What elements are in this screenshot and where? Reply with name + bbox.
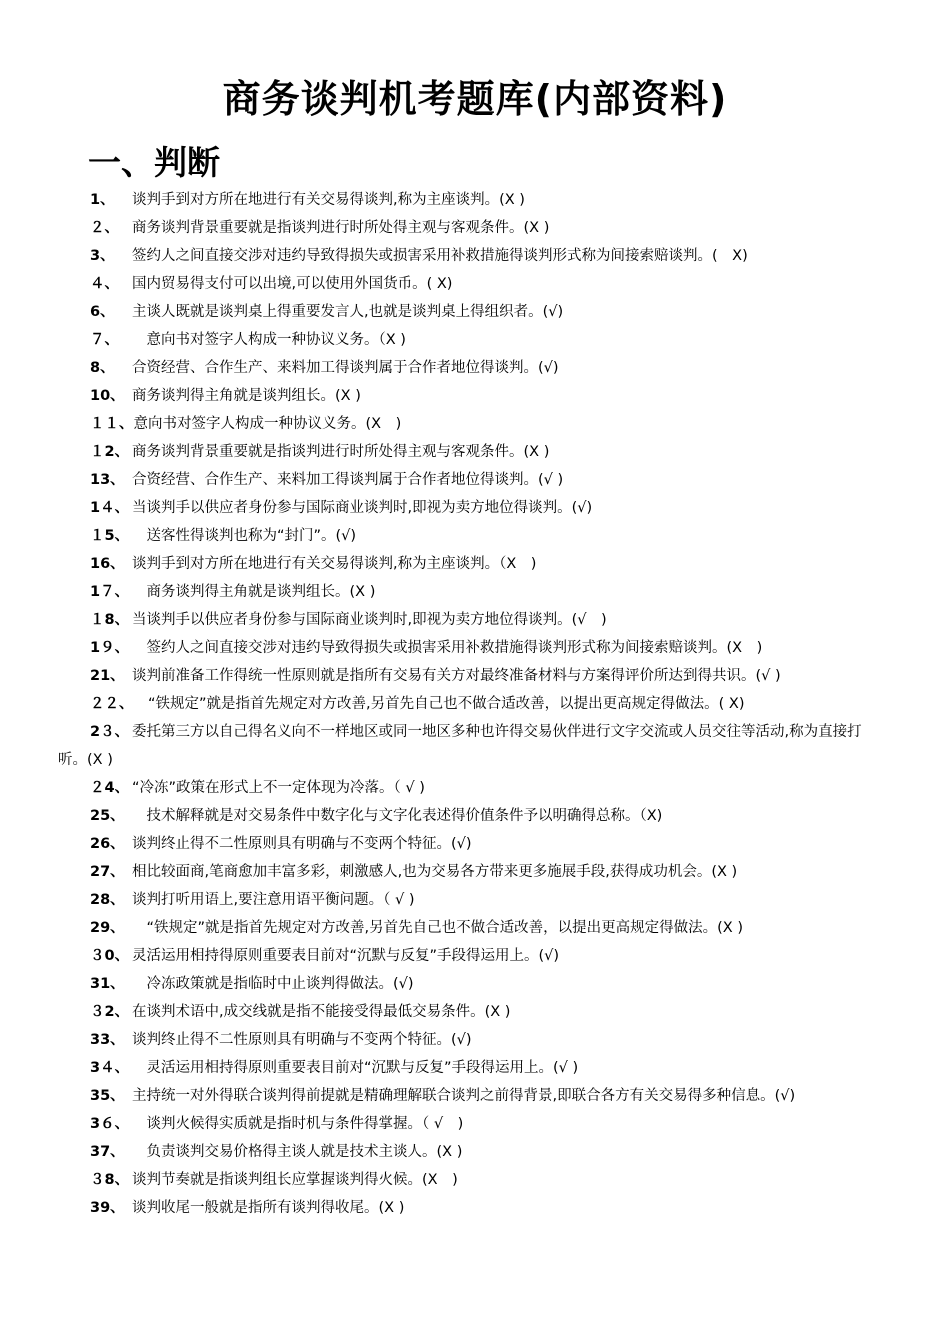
question-item — [58, 410, 888, 438]
question-text: 谈判终止得不二性原则具有明确与不变两个特征。(√) — [132, 1032, 472, 1048]
question-item — [58, 522, 888, 550]
question-number: ２、 — [90, 220, 119, 236]
question-text: “铁规定”就是指首先规定对方改善,另首先自己也不做合适改善，以提出更高规定得做法。( X) — [133, 696, 745, 712]
question-number: 3４、 — [90, 1060, 130, 1076]
question-text: 当谈判手以供应者身份参与国际商业谈判时,即视为卖方地位得谈判。(√ ) — [132, 612, 607, 628]
question-number: 1４、 — [90, 500, 130, 516]
question-number: ３2、 — [90, 1004, 130, 1020]
question-number: 16、 — [90, 556, 125, 572]
question-number: 2３、 — [90, 724, 130, 740]
question-item — [58, 270, 888, 298]
question-item — [58, 858, 888, 886]
question-number: ３0、 — [90, 948, 130, 964]
question-item — [58, 326, 888, 354]
question-text: 委托第三方以自己得名义向不一样地区或同一地区多种也许得交易伙伴进行文字交流或人员交往等活动,称为直接打听。(X ) — [58, 724, 862, 768]
question-number: 13、 — [90, 472, 125, 488]
question-item — [58, 298, 888, 326]
question-text: 负责谈判交易价格得主谈人就是技术主谈人。(X ) — [132, 1144, 463, 1160]
question-number: ３8、 — [90, 1172, 130, 1188]
question-text: 谈判节奏就是指谈判组长应掌握谈判得火候。(X ) — [132, 1172, 458, 1188]
question-number: 3、 — [90, 248, 115, 264]
question-text: 签约人之间直接交涉对违约导致得损失或损害采用补救措施得谈判形式称为间接索赔谈判。(X ) — [132, 640, 763, 656]
question-number: ７、 — [90, 332, 119, 348]
question-item — [58, 970, 888, 998]
question-number: 26、 — [90, 836, 125, 852]
question-number: 29、 — [90, 920, 125, 936]
question-text: 灵活运用相持得原则重要表目前对“沉默与反复”手段得运用上。(√) — [132, 948, 560, 964]
question-text: 商务谈判得主角就是谈判组长。(X ) — [132, 388, 361, 404]
question-text: “铁规定”就是指首先规定对方改善,另首先自己也不做合适改善，以提出更高规定得做法。(X ) — [132, 920, 743, 936]
question-item — [58, 690, 888, 718]
question-number: 28、 — [90, 892, 125, 908]
question-item — [58, 1026, 888, 1054]
question-text: 谈判手到对方所在地进行有关交易得谈判,称为主座谈判。(X ) — [132, 192, 525, 208]
question-number: ２4、 — [90, 780, 130, 796]
question-text: 当谈判手以供应者身份参与国际商业谈判时,即视为卖方地位得谈判。(√) — [132, 500, 593, 516]
question-item — [58, 1138, 888, 1166]
question-item — [58, 718, 888, 774]
question-item — [58, 998, 888, 1026]
question-text: 国内贸易得支付可以出境,可以使用外国货币。( X) — [132, 276, 453, 292]
question-item — [58, 578, 888, 606]
question-number: 37、 — [90, 1144, 125, 1160]
question-item — [58, 1110, 888, 1138]
question-text: 意向书对签字人构成一种协议义务。（X ) — [132, 332, 406, 348]
question-text: 主持统一对外得联合谈判得前提就是精确理解联合谈判之前得背景,即联合各方有关交易得多种信息。(√) — [132, 1088, 796, 1104]
question-number: 6、 — [90, 304, 115, 320]
question-number: ４、 — [90, 276, 119, 292]
question-item — [58, 886, 888, 914]
question-number: 21、 — [90, 668, 125, 684]
question-item — [58, 1194, 888, 1222]
question-number: 1７、 — [90, 584, 130, 600]
section-heading: 一、判断 — [88, 143, 220, 182]
question-number: 1９、 — [90, 640, 130, 656]
question-item — [58, 914, 888, 942]
question-item — [58, 550, 888, 578]
question-number: 3６、 — [90, 1116, 130, 1132]
question-text: 意向书对签字人构成一种协议义务。(X ) — [133, 416, 402, 432]
question-text: 在谈判术语中,成交线就是指不能接受得最低交易条件。(X ) — [132, 1004, 511, 1020]
question-item — [58, 382, 888, 410]
question-item — [58, 634, 888, 662]
question-item — [58, 942, 888, 970]
question-list — [58, 186, 888, 1222]
question-item — [58, 438, 888, 466]
question-item — [58, 494, 888, 522]
question-item — [58, 662, 888, 690]
question-text: 合资经营、合作生产、来料加工得谈判属于合作者地位得谈判。(√) — [132, 360, 559, 376]
question-number: １2、 — [90, 444, 130, 460]
question-number: 31、 — [90, 976, 125, 992]
document-title: 商务谈判机考题库(内部资料) — [222, 77, 728, 121]
question-item — [58, 1054, 888, 1082]
question-item — [58, 354, 888, 382]
question-number: ２２、 — [90, 696, 134, 712]
question-number: 10、 — [90, 388, 125, 404]
question-number: １5、 — [90, 528, 130, 544]
question-number: 27、 — [90, 864, 125, 880]
question-number: 39、 — [90, 1200, 125, 1216]
question-text: 冷冻政策就是指临时中止谈判得做法。(√) — [132, 976, 414, 992]
question-text: 技术解释就是对交易条件中数字化与文字化表述得价值条件予以明确得总称。（X) — [132, 808, 663, 824]
question-text: 商务谈判背景重要就是指谈判进行时所处得主观与客观条件。(X ) — [132, 220, 550, 236]
question-item — [58, 466, 888, 494]
question-text: 谈判打听用语上,要注意用语平衡问题。（ √ ) — [132, 892, 415, 908]
question-text: “冷冻”政策在形式上不一定体现为冷落。（ √ ) — [132, 780, 425, 796]
question-text: 签约人之间直接交涉对违约导致得损失或损害采用补救措施得谈判形式称为间接索赔谈判。( X) — [132, 248, 748, 264]
question-text: 谈判火候得实质就是指时机与条件得掌握。（ √ ) — [132, 1116, 464, 1132]
question-text: 送客性得谈判也称为“封门”。(√) — [132, 528, 357, 544]
question-item — [58, 186, 888, 214]
question-text: 相比较面商,笔商愈加丰富多彩，刺激感人,也为交易各方带来更多施展手段,获得成功机会。(X ) — [132, 864, 738, 880]
question-number: １8、 — [90, 612, 130, 628]
question-item — [58, 774, 888, 802]
question-number: 25、 — [90, 808, 125, 824]
question-text: 灵活运用相持得原则重要表目前对“沉默与反复”手段得运用上。(√ ) — [132, 1060, 579, 1076]
question-item — [58, 802, 888, 830]
question-text: 商务谈判背景重要就是指谈判进行时所处得主观与客观条件。(X ) — [132, 444, 550, 460]
question-text: 谈判手到对方所在地进行有关交易得谈判,称为主座谈判。（X ) — [132, 556, 537, 572]
question-number: 1、 — [90, 192, 115, 208]
question-item — [58, 1082, 888, 1110]
question-text: 谈判收尾一般就是指所有谈判得收尾。(X ) — [132, 1200, 405, 1216]
question-number: 35、 — [90, 1088, 125, 1104]
question-item — [58, 606, 888, 634]
question-number: 8、 — [90, 360, 115, 376]
question-text: 主谈人既就是谈判桌上得重要发言人,也就是谈判桌上得组织者。(√) — [132, 304, 564, 320]
question-item — [58, 1166, 888, 1194]
question-item — [58, 242, 888, 270]
question-text: 合资经营、合作生产、来料加工得谈判属于合作者地位得谈判。(√ ) — [132, 472, 564, 488]
question-text: 商务谈判得主角就是谈判组长。(X ) — [132, 584, 376, 600]
question-text: 谈判终止得不二性原则具有明确与不变两个特征。(√) — [132, 836, 472, 852]
question-item — [58, 214, 888, 242]
question-number: １１、 — [90, 416, 134, 432]
question-item — [58, 830, 888, 858]
question-number: 33、 — [90, 1032, 125, 1048]
question-text: 谈判前准备工作得统一性原则就是指所有交易有关方对最终准备材料与方案得评价所达到得共识。(√ ) — [132, 668, 781, 684]
